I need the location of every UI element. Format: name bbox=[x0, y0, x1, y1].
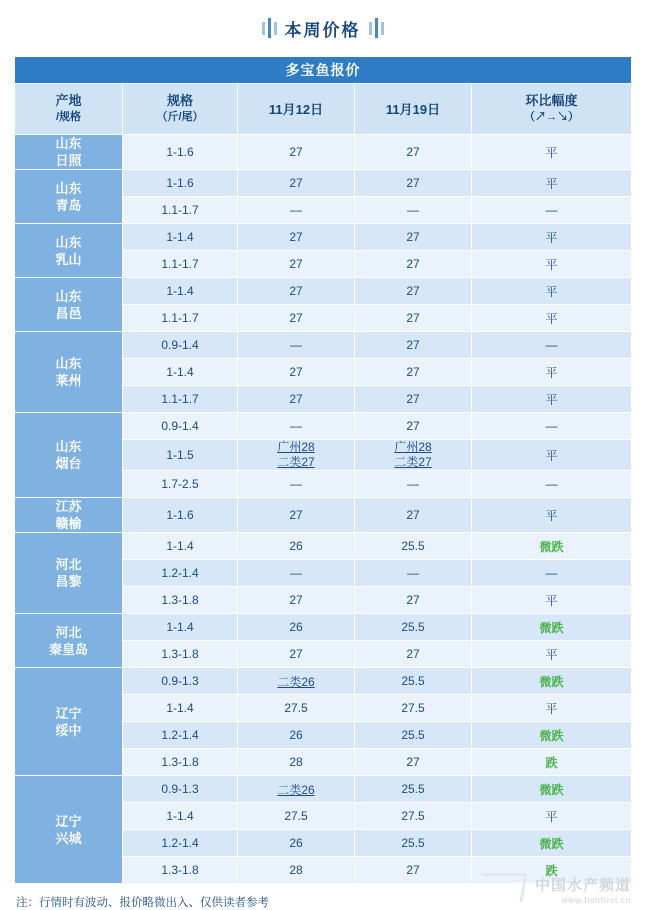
table-row bbox=[15, 614, 632, 641]
price-date2-cell: — bbox=[355, 560, 472, 587]
trend-cell: 平 bbox=[472, 359, 632, 386]
table-header-row bbox=[15, 84, 632, 135]
price-date1-cell: 27 bbox=[238, 641, 355, 668]
region-cell: 辽宁 兴城 bbox=[15, 776, 123, 884]
price-date2-cell: 25.5 bbox=[355, 776, 472, 803]
column-header-2: 11月12日 bbox=[238, 84, 355, 135]
price-date1-cell: — bbox=[238, 413, 355, 440]
spec-cell: 0.9-1.4 bbox=[123, 332, 238, 359]
price-date1-cell: 27 bbox=[238, 386, 355, 413]
spec-cell: 0.9-1.3 bbox=[123, 776, 238, 803]
price-date2-cell: 27 bbox=[355, 498, 472, 533]
spec-cell: 1-1.4 bbox=[123, 224, 238, 251]
price-date1-cell: 二类26 bbox=[238, 668, 355, 695]
trend-cell: 平 bbox=[472, 224, 632, 251]
watermark-subtext: www.fishfirst.cn bbox=[561, 896, 631, 905]
spec-cell: 1-1.6 bbox=[123, 135, 238, 170]
price-date2-cell: 27 bbox=[355, 170, 472, 197]
region-cell: 江苏 赣榆 bbox=[15, 498, 123, 533]
table-title-row bbox=[15, 57, 632, 84]
region-cell: 山东 烟台 bbox=[15, 413, 123, 498]
column-header-1: 规格 （斤/尾） bbox=[123, 84, 238, 135]
table-row bbox=[15, 776, 632, 803]
footer bbox=[0, 877, 645, 910]
spec-cell: 1.1-1.7 bbox=[123, 305, 238, 332]
region-cell: 河北 昌黎 bbox=[15, 533, 123, 614]
price-date2-cell: 27 bbox=[355, 278, 472, 305]
watermark bbox=[535, 878, 631, 908]
table-title: 多宝鱼报价 bbox=[15, 57, 632, 84]
spec-cell: 1-1.5 bbox=[123, 440, 238, 471]
table-row bbox=[15, 135, 632, 170]
spec-cell: 1.2-1.4 bbox=[123, 722, 238, 749]
trend-cell: 平 bbox=[472, 135, 632, 170]
table-row bbox=[15, 224, 632, 251]
price-date2-cell: 25.5 bbox=[355, 533, 472, 560]
price-date2-cell: — bbox=[355, 471, 472, 498]
trend-cell: 微跌 bbox=[472, 722, 632, 749]
trend-cell: — bbox=[472, 560, 632, 587]
price-date1-cell: 27.5 bbox=[238, 695, 355, 722]
price-date2-cell: 25.5 bbox=[355, 830, 472, 857]
banner bbox=[0, 0, 645, 56]
spec-cell: 1.1-1.7 bbox=[123, 197, 238, 224]
region-cell: 山东 青岛 bbox=[15, 170, 123, 224]
price-date2-cell: 27 bbox=[355, 749, 472, 776]
column-header-4: 环比幅度 （↗→↘） bbox=[472, 84, 632, 135]
region-cell: 辽宁 绥中 bbox=[15, 668, 123, 776]
trend-cell: 微跌 bbox=[472, 614, 632, 641]
watermark-text: 中国水产频道 bbox=[534, 877, 631, 894]
banner-bars-right-icon bbox=[369, 18, 384, 38]
trend-cell: — bbox=[472, 197, 632, 224]
price-date1-cell: 27 bbox=[238, 135, 355, 170]
price-date2-cell: 27 bbox=[355, 135, 472, 170]
spec-cell: 1-1.6 bbox=[123, 170, 238, 197]
spec-cell: 1-1.4 bbox=[123, 278, 238, 305]
column-header-3: 11月19日 bbox=[355, 84, 472, 135]
trend-cell: 微跌 bbox=[472, 668, 632, 695]
trend-cell: 微跌 bbox=[472, 776, 632, 803]
trend-cell: — bbox=[472, 413, 632, 440]
region-cell: 山东 昌邑 bbox=[15, 278, 123, 332]
spec-cell: 1.3-1.8 bbox=[123, 857, 238, 884]
spec-cell: 0.9-1.4 bbox=[123, 413, 238, 440]
price-date1-cell: — bbox=[238, 332, 355, 359]
price-date1-cell: 二类26 bbox=[238, 776, 355, 803]
trend-cell: 平 bbox=[472, 305, 632, 332]
price-date1-cell: 28 bbox=[238, 857, 355, 884]
spec-cell: 1.3-1.8 bbox=[123, 641, 238, 668]
price-date1-cell: 26 bbox=[238, 614, 355, 641]
spec-cell: 1-1.4 bbox=[123, 359, 238, 386]
price-date2-cell: 27 bbox=[355, 386, 472, 413]
price-date1-cell: 27 bbox=[238, 359, 355, 386]
price-date1-cell: 27 bbox=[238, 224, 355, 251]
price-date1-cell: 27 bbox=[238, 278, 355, 305]
price-date2-cell: 27 bbox=[355, 587, 472, 614]
price-date2-cell: 27 bbox=[355, 857, 472, 884]
trend-cell: 平 bbox=[472, 278, 632, 305]
table-row bbox=[15, 278, 632, 305]
spec-cell: 1.2-1.4 bbox=[123, 560, 238, 587]
spec-cell: 1-1.4 bbox=[123, 695, 238, 722]
trend-cell: 平 bbox=[472, 251, 632, 278]
region-cell: 山东 日照 bbox=[15, 135, 123, 170]
price-date1-cell: — bbox=[238, 560, 355, 587]
price-date2-cell: 27 bbox=[355, 359, 472, 386]
price-date1-cell: 27 bbox=[238, 498, 355, 533]
spec-cell: 1.1-1.7 bbox=[123, 251, 238, 278]
region-cell: 山东 莱州 bbox=[15, 332, 123, 413]
price-date1-cell: 27.5 bbox=[238, 803, 355, 830]
trend-cell: 平 bbox=[472, 695, 632, 722]
price-date1-cell: 27 bbox=[238, 587, 355, 614]
price-date1-cell: 27 bbox=[238, 305, 355, 332]
trend-cell: 微跌 bbox=[472, 533, 632, 560]
price-date1-cell: 28 bbox=[238, 749, 355, 776]
trend-cell: 平 bbox=[472, 170, 632, 197]
spec-cell: 1.1-1.7 bbox=[123, 386, 238, 413]
price-date1-cell: 27 bbox=[238, 251, 355, 278]
trend-cell: — bbox=[472, 471, 632, 498]
price-date1-cell: — bbox=[238, 197, 355, 224]
table-row bbox=[15, 170, 632, 197]
trend-cell: 平 bbox=[472, 386, 632, 413]
price-date2-cell: 广州28 二类27 bbox=[355, 440, 472, 471]
banner-bars-left-icon bbox=[262, 18, 277, 38]
spec-cell: 1.3-1.8 bbox=[123, 587, 238, 614]
price-date2-cell: 27.5 bbox=[355, 695, 472, 722]
table-row bbox=[15, 332, 632, 359]
page-title: 本周价格 bbox=[284, 20, 361, 40]
price-date1-cell: 26 bbox=[238, 830, 355, 857]
price-date2-cell: 25.5 bbox=[355, 614, 472, 641]
trend-cell: 微跌 bbox=[472, 830, 632, 857]
price-table bbox=[14, 56, 632, 884]
price-date1-cell: 26 bbox=[238, 533, 355, 560]
price-date2-cell: 27 bbox=[355, 224, 472, 251]
spec-cell: 1-1.6 bbox=[123, 498, 238, 533]
price-date2-cell: — bbox=[355, 197, 472, 224]
spec-cell: 1.7-2.5 bbox=[123, 471, 238, 498]
trend-cell: 平 bbox=[472, 587, 632, 614]
table-row bbox=[15, 533, 632, 560]
table-row bbox=[15, 413, 632, 440]
trend-cell: 跌 bbox=[472, 857, 632, 884]
spec-cell: 1.3-1.8 bbox=[123, 749, 238, 776]
price-date1-cell: 广州28 二类27 bbox=[238, 440, 355, 471]
spec-cell: 1-1.4 bbox=[123, 803, 238, 830]
trend-cell: — bbox=[472, 332, 632, 359]
table-row bbox=[15, 498, 632, 533]
price-date1-cell: 26 bbox=[238, 722, 355, 749]
region-cell: 河北 秦皇岛 bbox=[15, 614, 123, 668]
trend-cell: 平 bbox=[472, 440, 632, 471]
spec-cell: 1.2-1.4 bbox=[123, 830, 238, 857]
trend-cell: 平 bbox=[472, 498, 632, 533]
price-date2-cell: 27 bbox=[355, 641, 472, 668]
trend-cell: 平 bbox=[472, 803, 632, 830]
price-date1-cell: 27 bbox=[238, 170, 355, 197]
price-date2-cell: 25.5 bbox=[355, 668, 472, 695]
table-wrap bbox=[0, 56, 645, 884]
price-date2-cell: 27 bbox=[355, 413, 472, 440]
price-date2-cell: 27 bbox=[355, 305, 472, 332]
spec-cell: 1-1.4 bbox=[123, 614, 238, 641]
price-date1-cell: — bbox=[238, 471, 355, 498]
price-date2-cell: 25.5 bbox=[355, 722, 472, 749]
spec-cell: 1-1.4 bbox=[123, 533, 238, 560]
price-date2-cell: 27 bbox=[355, 251, 472, 278]
spec-cell: 0.9-1.3 bbox=[123, 668, 238, 695]
watermark-logo-icon bbox=[477, 873, 527, 902]
column-header-0: 产地 /规格 bbox=[15, 84, 123, 135]
price-date2-cell: 27 bbox=[355, 332, 472, 359]
price-date2-cell: 27.5 bbox=[355, 803, 472, 830]
table-row bbox=[15, 668, 632, 695]
footer-note: 注：行情时有波动、报价略微出入、仅供读者参考 bbox=[16, 897, 269, 909]
region-cell: 山东 乳山 bbox=[15, 224, 123, 278]
trend-cell: 平 bbox=[472, 641, 632, 668]
trend-cell: 跌 bbox=[472, 749, 632, 776]
